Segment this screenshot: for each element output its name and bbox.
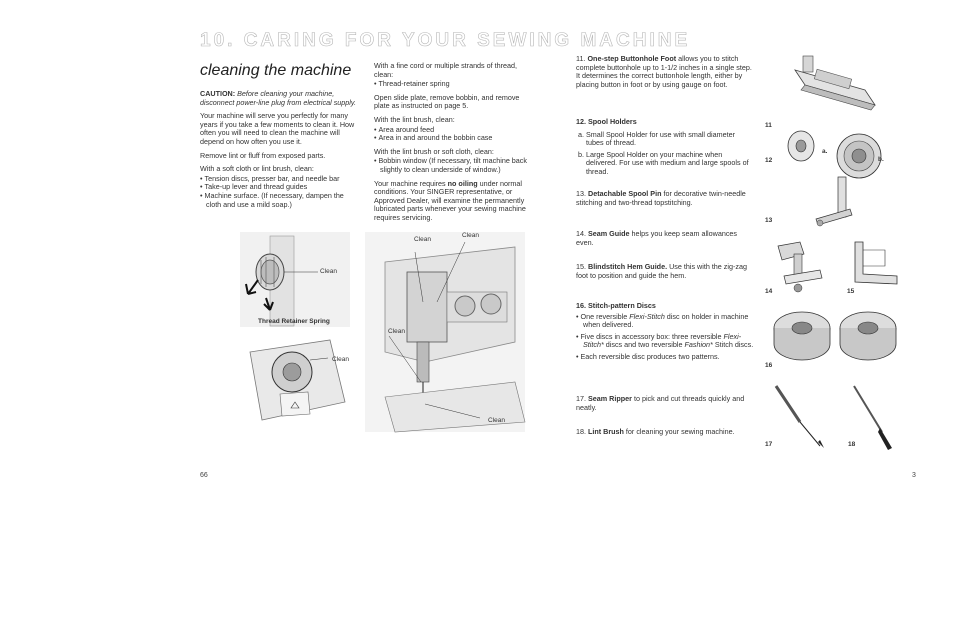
fig-label-15: 15 — [847, 288, 855, 295]
item-12: 12. Spool Holders a. Small Spool Holder for use with small diameter tubes of thread. b. Large Spool Holder on your machine when delivered. For use with medium and large spools of thread. — [576, 118, 754, 180]
caution-text: Before cleaning your machine, disconnect power-line plug from electrical supply. — [200, 89, 356, 107]
paragraph: With the lint brush, clean: — [374, 114, 455, 124]
fig-label-12: 12 — [765, 157, 773, 164]
seam-guide-icon — [770, 236, 828, 296]
callout-clean: Clean — [332, 356, 349, 363]
stitch-pattern-discs-icon — [770, 306, 900, 364]
paragraph: Open slide plate, remove bobbin, and remove plate as instructed on page 5. — [374, 92, 520, 111]
left-column-2 — [374, 62, 534, 228]
list-item: • One reversible Flexi-Stitch disc on holder in machine when delivered. — [576, 313, 754, 330]
item-12b: b. Large Spool Holder on your machine when delivered. For use with medium and large spools of thread. — [578, 149, 749, 176]
callout-clean: Clean — [462, 232, 479, 239]
list-item: • Tension discs, presser bar, and needle bar — [200, 175, 360, 184]
caution-paragraph — [200, 90, 360, 107]
list-item: • Machine surface. (If necessary, dampen the cloth and use a mild soap.) — [200, 192, 360, 209]
item-11: 11. One-step Buttonhole Foot allows you to stitch complete buttonhole up to 1-1/2 inches in a single step. It determines the correct buttonhole length, either by placing button in foot or by using gauge on foot. — [576, 54, 752, 89]
fig-label-12b: b. — [878, 156, 884, 163]
paragraph: With a fine cord or multiple strands of thread, clean: — [374, 61, 518, 79]
clean-list-1 — [200, 175, 360, 209]
list-item: • Five discs in accessory box: three reversible Flexi-Stitch* discs and two reversible Fashion* Stitch discs. — [576, 333, 754, 350]
fig-label-18: 18 — [848, 441, 856, 448]
callout-clean: Clean — [488, 417, 505, 424]
list-item: • Area around feed — [374, 126, 534, 135]
callout-clean: Clean — [414, 236, 431, 243]
seam-ripper-icon — [770, 382, 830, 452]
paragraph: With a soft cloth or lint brush, clean: — [200, 164, 314, 174]
chapter-banner: 10. CARING FOR YOUR SEWING MACHINE — [200, 30, 691, 51]
bobbin-plate-illustration — [240, 332, 350, 424]
item-14: 14. Seam Guide helps you keep seam allowances even. — [576, 229, 738, 247]
fig-label-14: 14 — [765, 288, 773, 295]
fig-label-13: 13 — [765, 217, 773, 224]
clean-list-3 — [374, 126, 534, 143]
list-item: • Each reversible disc produces two patterns. — [576, 353, 754, 362]
paragraph: With the lint brush or soft cloth, clean: — [374, 146, 494, 156]
page-number-right: 3 — [912, 472, 916, 479]
item-16: 16. Stitch-pattern Discs • One reversible Flexi-Stitch disc on holder in machine when delivered. • Five discs in accessory box: three reversible Flexi-Stitch* discs and two reversible Fashion* Stitch discs. • Each reversible disc produces two patterns. — [576, 302, 754, 365]
callout-clean: Clean — [320, 268, 337, 275]
list-item: • Bobbin window (If necessary, tilt machine back slightly to clean underside of window.) — [374, 157, 534, 174]
small-spool-holder-icon — [785, 128, 819, 164]
oiling-paragraph: Your machine requires no oiling under normal conditions. Your SINGER representative, or Approved Dealer, will examine the permanently lubricated parts whenever your sewing machine requires servicing. — [374, 178, 526, 222]
fig-label-16: 16 — [765, 362, 773, 369]
section-title: cleaning the machine — [200, 62, 352, 79]
item-18: 18. Lint Brush for cleaning your sewing machine. — [576, 427, 735, 436]
thread-retainer-caption: Thread Retainer Spring — [258, 318, 330, 325]
lint-brush-icon — [848, 382, 904, 452]
item-15: 15. Blindstitch Hem Guide. Use this with the zig-zag foot to position and guide the hem. — [576, 262, 747, 280]
tension-dial-illustration — [240, 232, 350, 327]
large-spool-holder-icon — [835, 132, 883, 180]
left-column-1 — [200, 90, 360, 214]
clean-list-4 — [374, 157, 534, 174]
caution-label: CAUTION: — [200, 89, 236, 98]
fig-label-11: 11 — [765, 122, 772, 129]
callout-clean: Clean — [388, 328, 405, 335]
page-number-left: 66 — [200, 472, 208, 479]
list-item: • Area in and around the bobbin case — [374, 134, 534, 143]
blindstitch-hem-guide-icon — [845, 236, 905, 292]
buttonhole-foot-icon — [785, 50, 885, 110]
spool-pin-icon — [810, 175, 860, 233]
item-17: 17. Seam Ripper to pick and cut threads quickly and neatly. — [576, 394, 745, 412]
fig-label-17: 17 — [765, 441, 773, 448]
paragraph: Remove lint or fluff from exposed parts. — [200, 150, 326, 160]
list-item: • Take-up lever and thread guides — [200, 183, 360, 192]
item-13: 13. Detachable Spool Pin for decorative twin-needle stitching and two-thread topstitching. — [576, 189, 746, 207]
paragraph: Your machine will serve you perfectly for many years if you take a few moments to clean it. How often you will need to clean the machine will depend on how often you use it. — [200, 111, 355, 146]
list-item: • Thread-retainer spring — [374, 80, 534, 89]
item-12a: a. Small Spool Holder for use with small diameter tubes of thread. — [578, 129, 735, 148]
clean-list-2 — [374, 80, 534, 89]
fig-label-12a: a. — [822, 148, 828, 155]
